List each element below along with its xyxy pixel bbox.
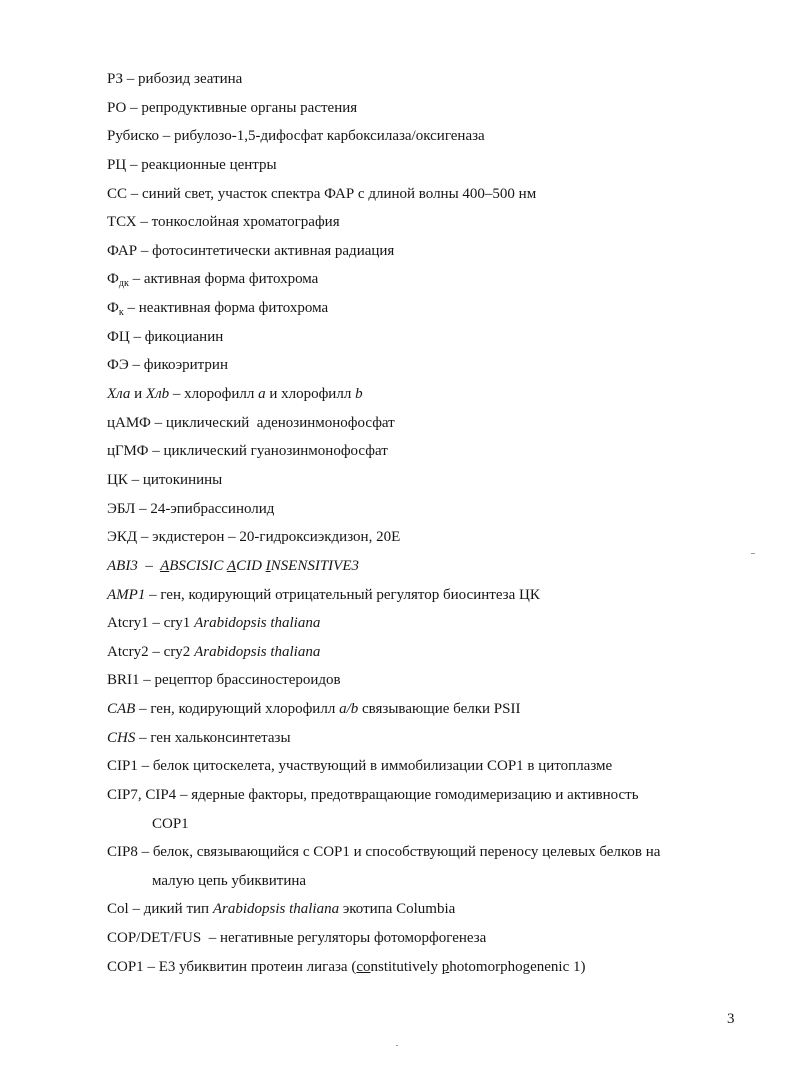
list-item: ФАР – фотосинтетически активная радиация (107, 242, 395, 259)
list-item: $Ф_{дк}$ – активная форма фитохрома (107, 271, 319, 290)
list-item: ЦК – цитокинины (107, 471, 223, 488)
list-item: ЭКД – экдистерон – 20-гидроксиэкдизон, 20Е (107, 529, 401, 546)
list-item: РО – репродуктивные органы растения (107, 99, 358, 116)
list-item: Atcry1 – cry1 Arabidopsis thaliana (107, 615, 321, 632)
abi3-first-letter: A (160, 557, 170, 574)
abbreviation-list (107, 69, 747, 985)
list-item: цАМФ – циклический аденозинмонофосфат (107, 414, 395, 431)
list-item: ЭБЛ – 24-эпибрассинолид (107, 500, 275, 517)
scan-speck (396, 1045, 398, 1046)
list-item: ТСХ – тонкослойная хроматография (107, 214, 340, 231)
page-number: 3 (727, 1011, 735, 1027)
list-item: Рубиско – рибулозо-1,5-дифосфат карбоксилаза/оксигеназа (107, 128, 485, 145)
list-item: CIP1 – белок цитоскелета, участвующий в иммобилизации COP1 в цитоплазме (107, 758, 613, 775)
list-item: Atcry2 – cry2 Arabidopsis thaliana (107, 643, 321, 660)
list-item: Col – дикий тип Arabidopsis thaliana экотипа Columbia (107, 901, 456, 918)
abi3-acid-letter: A (226, 557, 237, 574)
list-item: цГМФ – циклический гуанозинмонофосфат (107, 443, 388, 460)
scan-speck (751, 553, 755, 554)
list-item: CIP8 – белок, связывающийся с COP1 и способствующий переносу целевых белков на малую цепь убиквитина (107, 844, 661, 889)
list-item: Хла и Хлb – хлорофилл a и хлорофилл b (107, 386, 363, 403)
list-item: ФЭ – фикоэритрин (107, 357, 228, 374)
list-item: $Ф_к$ – неактивная форма фитохрома (107, 300, 329, 319)
list-item: COP/DET/FUS – негативные регуляторы фотоморфогенеза (107, 930, 487, 947)
list-item: РЗ – рибозид зеатина (107, 71, 243, 87)
list-item: AMP1 – ген, кодирующий отрицательный регулятор биосинтеза ЦК (107, 586, 540, 603)
list-item: CHS – ген хальконсинтетазы (107, 729, 291, 746)
list-item: COP1 – E3 убиквитин протеин лигаза (constitutively photomorphogenenic 1) (107, 958, 586, 975)
list-item: CIP7, CIP4 – ядерные факторы, предотвращающие гомодимеризацию и активность COP1 (107, 787, 639, 832)
list-item: CAB – ген, кодирующий хлорофилл a/b связывающие белки PSII (107, 701, 521, 718)
abi3-insensitive-letter: I (265, 557, 271, 574)
list-item: СС – синий свет, участок спектра ФАР с длиной волны 400–500 нм (107, 185, 537, 202)
list-item: BRI1 – рецептор брассиностероидов (107, 672, 341, 689)
list-item: ФЦ – фикоцианин (107, 328, 224, 345)
list-item: ABI3 – ABSCISIC ACID INSENSITIVE3 (107, 557, 359, 574)
list-item: РЦ – реакционные центры (107, 156, 277, 173)
